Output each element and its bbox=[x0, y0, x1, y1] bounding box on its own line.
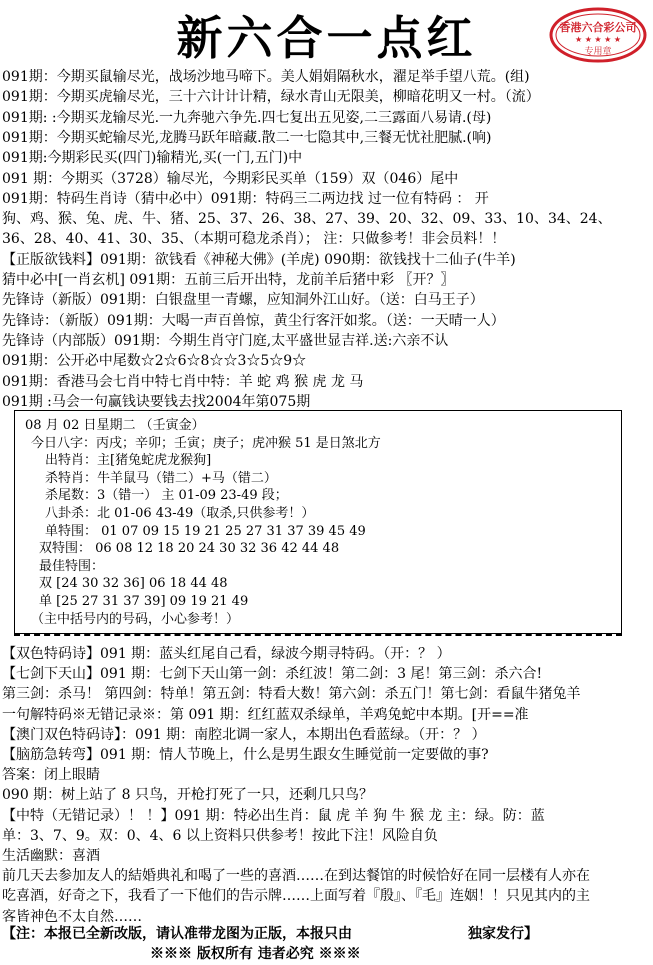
prediction-line: 猜中必中[一肖玄机] 091期：五前三后开出特，龙前羊后猪中彩 〖开？〗 bbox=[2, 272, 455, 288]
prediction-line: 先锋诗：（新版）091期：大喝一声百兽惊，黄尘行客汗如浆。（送：一天晴一人） bbox=[2, 312, 505, 329]
divider bbox=[14, 634, 622, 641]
prediction-line: 36、28、40、41、30、35、（本期可稳龙杀肖）； 注：只做参考！非会员料！！ bbox=[2, 231, 506, 248]
bottom-line: 客皆神色不太自然…… bbox=[2, 908, 142, 925]
prediction-line: 091期: :今期买龙输尽光.一九奔驰六争先.四七复出五见姿,二三露面八易请.(母) bbox=[2, 109, 492, 126]
prediction-line: 091期：今期买蛇输尽光,龙腾马跃年暗藏.散二一七隐其中,三餐无忧社肥腻.(响) bbox=[2, 129, 492, 146]
svg-text:专用章: 专用章 bbox=[584, 47, 612, 57]
svg-text:香港六合彩公司: 香港六合彩公司 bbox=[559, 21, 637, 34]
bottom-line: 吃喜酒，好奇之下，我看了一下他们的告示牌……上面写着『殷』、『毛』连姻！！只见其内的主 bbox=[2, 888, 590, 905]
footer-copyright: ※※※ 版权所有 违者必究 ※※※ bbox=[150, 946, 361, 962]
prediction-line: 091期:今期彩民买(四门)输精光,买(一门,五门)中 bbox=[2, 150, 303, 167]
bottom-line: 【脑筋急转弯】091 期：情人节晚上，什么是男生跟女生睡觉前一定要做的事? bbox=[2, 747, 489, 763]
prediction-line: 先锋诗（新版）091期：白银盘里一青螺，应知洞外江山好。（送：白马王子） bbox=[2, 292, 484, 309]
bottom-line: 生活幽默：喜酒 bbox=[2, 848, 100, 864]
prediction-line: 【正版欲钱料】091期：欲钱看《神秘大佛》(羊虎) 090期：欲钱找十二仙子(牛羊) bbox=[2, 251, 516, 268]
box-row: （主中括号内的号码，小心参考！） bbox=[31, 611, 240, 627]
prediction-line: 091期：香港马会七肖中特七肖中特：羊 蛇 鸡 猴 虎 龙 马 bbox=[2, 373, 364, 390]
bottom-line: 第三剑：杀马！ 第四剑：特单！第五剑：特看大数！第六剑：杀五门！第七剑：看鼠牛猪兔羊 bbox=[2, 686, 581, 703]
box-row: 单特围： 01 07 09 15 19 21 25 27 31 37 39 45 49 bbox=[45, 523, 366, 539]
bottom-line: 【七剑下天山】091 期：七剑下天山第一剑：杀红波！第二剑：3 尾！第三剑：杀六合! bbox=[2, 666, 543, 683]
bottom-line: 单：3、7、9。双：0、4、6 以上资料只供参考！按此下注！风险自负 bbox=[2, 827, 438, 844]
prediction-line: 狗、鸡、猴、兔、虎、牛、猪、25、37、26、38、27、39、20、32、09、33、10、34、24、 bbox=[2, 211, 612, 228]
daily-info-box bbox=[14, 410, 622, 634]
box-row: 最佳特围： bbox=[39, 558, 105, 574]
prediction-line: 091期：特码生肖诗（猜中必中）091期：特码三二两边找 过一位有特码 ： 开 bbox=[2, 190, 489, 207]
box-row: 今日八字：丙戌；辛卯；壬寅；庚子；虎冲猴 51 是日煞北方 bbox=[31, 435, 381, 451]
prediction-line: 091 期：今期买（3728）输尽光，今期彩民买单（159）双（046）尾中 bbox=[2, 170, 459, 187]
prediction-line: 091期：今期买虎输尽光，三十六计计计精，绿水青山无限美，柳暗花明又一村。（流） bbox=[2, 89, 540, 106]
bottom-line: 前几天去参加友人的結婚典礼和喝了一些的喜酒……在到达餐馆的时候恰好在同一层楼有人亦在 bbox=[2, 868, 590, 885]
bottom-line: 【中特（无错记录）！ ！】091 期：特必出生肖：鼠 虎 羊 狗 牛 猴 龙 主：绿。防：蓝 bbox=[2, 807, 545, 824]
box-row: 双 [24 30 32 36] 06 18 44 48 bbox=[39, 576, 228, 592]
bottom-line: 【澳门双色特码诗】：091 期：南腔北调一家人，本期出色看蓝绿。（开：？ ） bbox=[2, 726, 486, 743]
prediction-line: 091期：公开必中尾数☆2☆6☆8☆☆3☆5☆9☆ bbox=[2, 353, 307, 370]
box-row: 杀特肖：牛羊鼠马（错二）+马（错二） bbox=[45, 470, 277, 486]
prediction-line: 091期 :马会一句赢钱诀要钱去找2004年第075期 bbox=[2, 393, 311, 410]
box-row: 出特肖：主[猪兔蛇虎龙猴狗] bbox=[45, 453, 212, 469]
box-row: 双特围： 06 08 12 18 20 24 30 32 36 42 44 48 bbox=[39, 541, 340, 557]
bottom-line: 答案：闭上眼睛 bbox=[2, 767, 100, 784]
prediction-line: 091期：今期买鼠输尽光，战场沙地马啼下。美人娟娟隔秋水，濯足举手望八荒。(组) bbox=[2, 69, 530, 85]
box-row: 08 月 02 日星期二 （壬寅金） bbox=[25, 418, 205, 433]
bottom-line: 一句解特码※无错记录※：第 091 期：红红蓝双杀绿单，羊鸡兔蛇中本期。[开==准 bbox=[2, 706, 529, 723]
page-title: 新六合一点红 bbox=[176, 11, 477, 65]
box-row: 杀尾数：3（错一） 主 01-09 23-49 段； bbox=[45, 488, 288, 504]
seal-stamp bbox=[548, 6, 648, 64]
footer-note: 【注：本报已全新改版，请认准带龙图为正版，本报只由 bbox=[2, 926, 352, 942]
box-row: 八卦杀：北 01-06 43-49（取杀,只供参考！） bbox=[45, 506, 315, 521]
prediction-line: 先锋诗（内部版）091期：今期生肖守门庭,太平盛世显吉祥.送:六亲不认 bbox=[2, 332, 449, 349]
bottom-line: 090 期：树上站了 8 只鸟，开枪打死了一只，还剩几只鸟？ bbox=[2, 787, 373, 804]
bottom-line: 【双色特码诗】091 期：蓝头红尾自己看，绿波今期寻特码。（开：？ ） bbox=[2, 646, 451, 662]
svg-text:★ ★ ★ ★ ★: ★ ★ ★ ★ ★ bbox=[574, 35, 622, 44]
footer-publisher: 独家发行】 bbox=[468, 926, 538, 942]
box-row: 单 [25 27 31 37 39] 09 19 21 49 bbox=[39, 594, 249, 609]
